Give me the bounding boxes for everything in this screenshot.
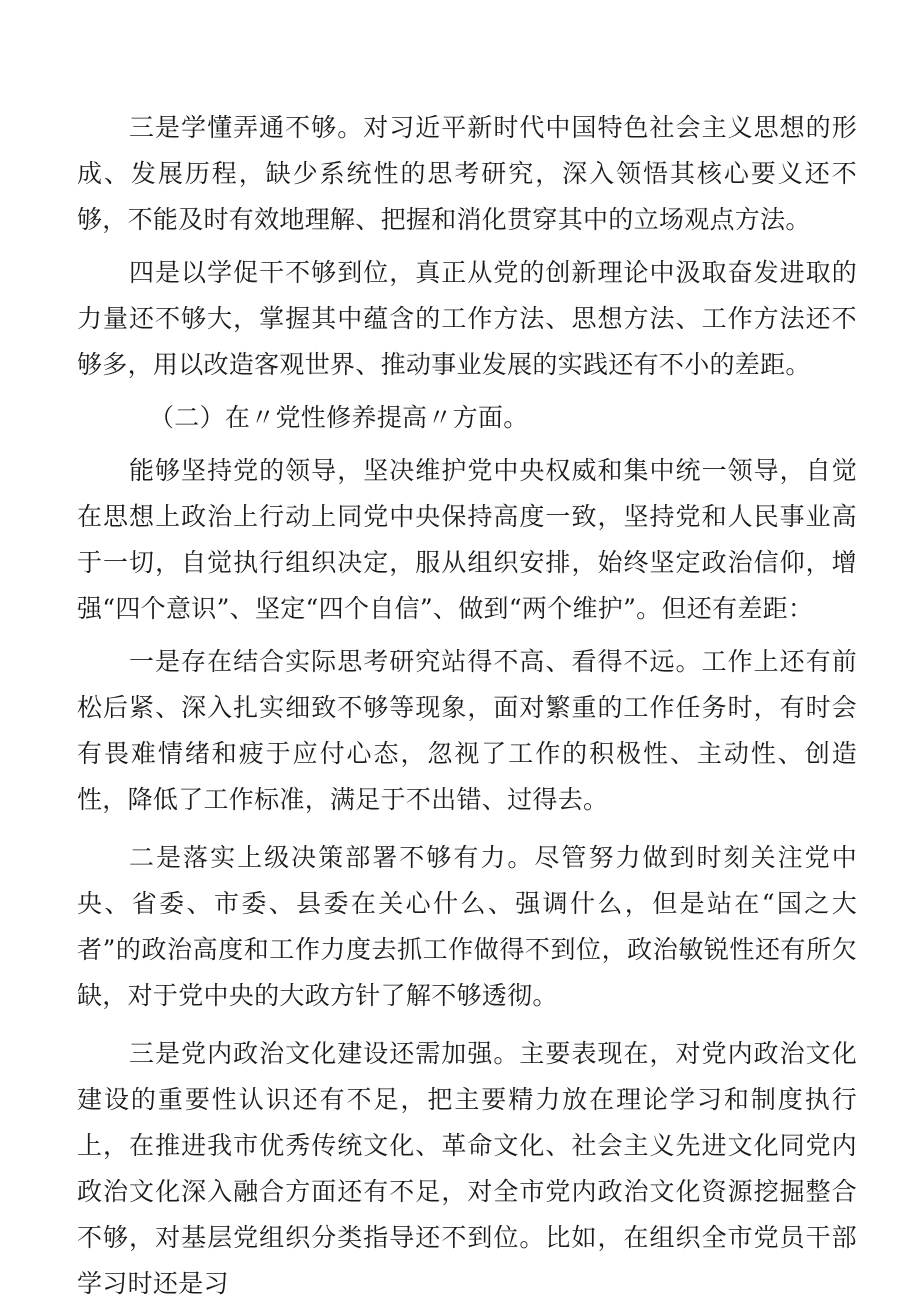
paragraph-thinking-research: 一是存在结合实际思考研究站得不高、看得不远。工作上还有前松后紧、深入扎实细致不够等现象，面对繁重的工作任务时，有时会有畏难情绪和疲于应付心态，忽视了工作的积极性、主动性、创造性，降低了工作标准，满足于不出错、过得去。 bbox=[77, 647, 857, 814]
paragraph-political-culture: 三是党内政治文化建设还需加强。主要表现在，对党内政治文化建设的重要性认识还有不足，把主要精力放在理论学习和制度执行上，在推进我市优秀传统文化、革命文化、社会主义先进文化同党内政治文化深入融合方面还有不足，对全市党内政治文化资源挖掘整合不够，对基层党组织分类指导还不到位。比如，在组织全市党员干部学习时还是习 bbox=[77, 1039, 857, 1298]
paragraph-party-leadership: 能够坚持党的领导，坚决维护党中央权威和集中统一领导，自觉在思想上政治上行动上同党中央保持高度一致，坚持党和人民事业高于一切，自觉执行组织决定，服从组织安排，始终坚定政治信仰，增强“四个意识”、坚定“四个自信”、做到“两个维护”。但还有差距： bbox=[77, 456, 857, 623]
document-body bbox=[77, 105, 857, 1307]
paragraph-understanding: 三是学懂弄通不够。对习近平新时代中国特色社会主义思想的形成、发展历程，缺少系统性的思考研究，深入领悟其核心要义还不够，不能及时有效地理解、把握和消化贯穿其中的立场观点方法。 bbox=[77, 113, 857, 234]
paragraph-practice: 四是以学促干不够到位，真正从党的创新理论中汲取奋发进取的力量还不够大，掌握其中蕴含的工作方法、思想方法、工作方法还不够多，用以改造客观世界、推动事业发展的实践还有不小的差距。 bbox=[77, 258, 857, 379]
section-heading-party-spirit: （二）在〃党性修养提高〃方面。 bbox=[149, 403, 529, 432]
paragraph-implementation: 二是落实上级决策部署不够有力。尽管努力做到时刻关注党中央、省委、市委、县委在关心什么、强调什么，但是站在“国之大者”的政治高度和工作力度去抓工作做得不到位，政治敏锐性还有所欠缺，对于党中央的大政方针了解不够透彻。 bbox=[77, 843, 857, 1010]
